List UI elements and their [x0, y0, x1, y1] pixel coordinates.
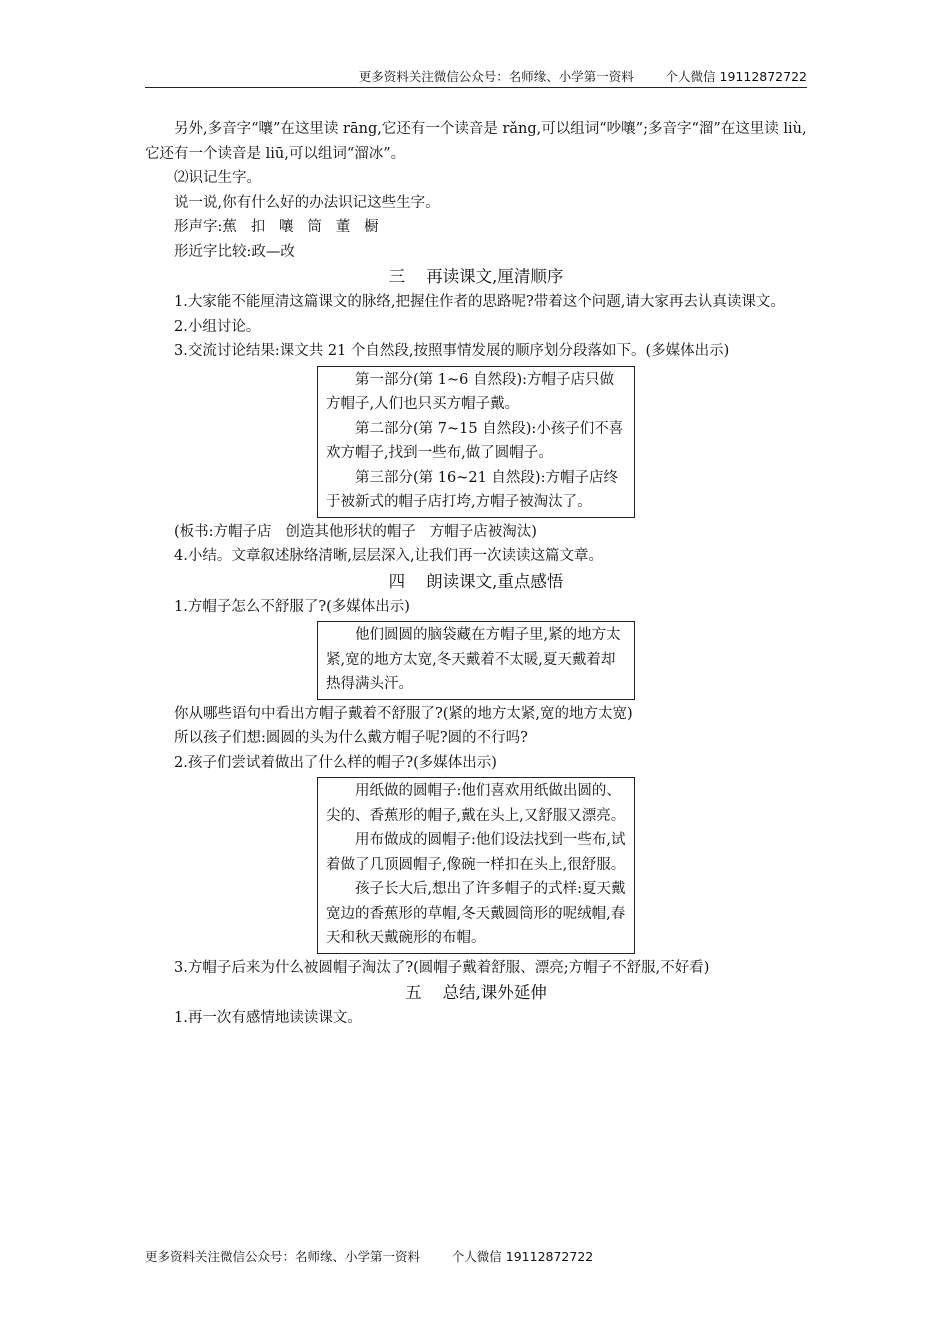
section5-item1: 1.再一次有感情地读读课文。 [174, 1010, 362, 1026]
section4-question1: 你从哪些语句中看出方帽子戴着不舒服了?(紧的地方太紧,宽的地方太宽) [174, 705, 633, 722]
hats-cloth: 用布做成的圆帽子:他们设法找到一些布,试着做了几顶圆帽子,像碗一样扣在头上,很舒服。 [326, 832, 626, 873]
section3-item4: 4.小结。文章叙述脉络清晰,层层深入,让我们再一次读读这篇文章。 [174, 548, 604, 564]
section5-heading: 五 总结,课外延伸 [405, 983, 547, 1002]
intro-prompt: 说一说,你有什么好的办法识记这些生字。 [174, 194, 440, 211]
section3-item1: 1.大家能不能厘清这篇课文的脉络,把握住作者的思路呢?带着这个问题,请大家再去认真读课文。 [174, 294, 785, 310]
document-body [145, 117, 807, 1031]
section4-item3: 3.方帽子后来为什么被圆帽子淘汰了?(圆帽子戴着舒服、漂亮;方帽子不舒服,不好看) [174, 959, 710, 976]
intro-similar-chars: 形近字比较:政—改 [174, 243, 295, 260]
section4-item1: 1.方帽子怎么不舒服了?(多媒体出示) [174, 598, 410, 615]
section4-heading: 四 朗读课文,重点感悟 [388, 571, 564, 591]
structure-part1: 第一部分(第 1~6 自然段):方帽子店只做方帽子,人们也只买方帽子戴。 [326, 371, 615, 412]
section4-hats-box [317, 777, 635, 954]
section4-item2: 2.孩子们尝试着做出了什么样的帽子?(多媒体出示) [174, 754, 497, 771]
intro-step-memorize: ⑵识记生字。 [174, 170, 261, 186]
quote-uncomfortable: 他们圆圆的脑袋藏在方帽子里,紧的地方太紧,宽的地方太宽,冬天戴着不太暖,夏天戴着却热得满头汗。 [326, 627, 621, 692]
section3-board: (板书:方帽子店 创造其他形状的帽子 方帽子店被淘汰) [174, 523, 537, 540]
header-divider [145, 87, 807, 88]
section3-heading: 三 再读课文,厘清顺序 [388, 267, 564, 286]
structure-part2: 第二部分(第 7~15 自然段):小孩子们不喜欢方帽子,找到一些布,做了圆帽子。 [326, 420, 624, 461]
section3-structure-box [317, 366, 635, 518]
hats-paper: 用纸做的圆帽子:他们喜欢用纸做出圆的、尖的、香蕉形的帽子,戴在头上,又舒服又漂亮。 [326, 783, 626, 824]
page-header: 更多资料关注微信公众号：名师缘、小学第一资料 个人微信 19112872722 [358, 69, 807, 84]
structure-part3: 第三部分(第 16~21 自然段):方帽子店终于被新式的帽子店打垮,方帽子被淘汰了。 [326, 469, 618, 510]
hats-grownup: 孩子长大后,想出了许多帽子的式样:夏天戴宽边的香蕉形的草帽,冬天戴圆筒形的呢绒帽,春天和秋天戴碗形的布帽。 [326, 881, 626, 946]
section3-item3: 3.交流讨论结果:课文共 21 个自然段,按照事情发展的顺序划分段落如下。(多媒体出示) [174, 343, 730, 359]
page-footer: 更多资料关注微信公众号：名师缘、小学第一资料 个人微信 19112872722 [145, 1249, 594, 1264]
section3-item2: 2.小组讨论。 [174, 318, 261, 335]
intro-phono-semantic: 形声字:蕉 扣 嚷 筒 董 橱 [174, 219, 379, 235]
section4-quote-box [317, 621, 635, 700]
intro-paragraph-polyphone: 另外,多音字“嚷”在这里读 rāng,它还有一个读音是 rǎng,可以组词“吵嚷”;多音字“溜”在这里读 liù,它还有一个读音是 liū,可以组词“溜冰”。 [145, 121, 807, 162]
section4-question2: 所以孩子们想:圆圆的头为什么戴方帽子呢?圆的不行吗? [174, 730, 528, 746]
